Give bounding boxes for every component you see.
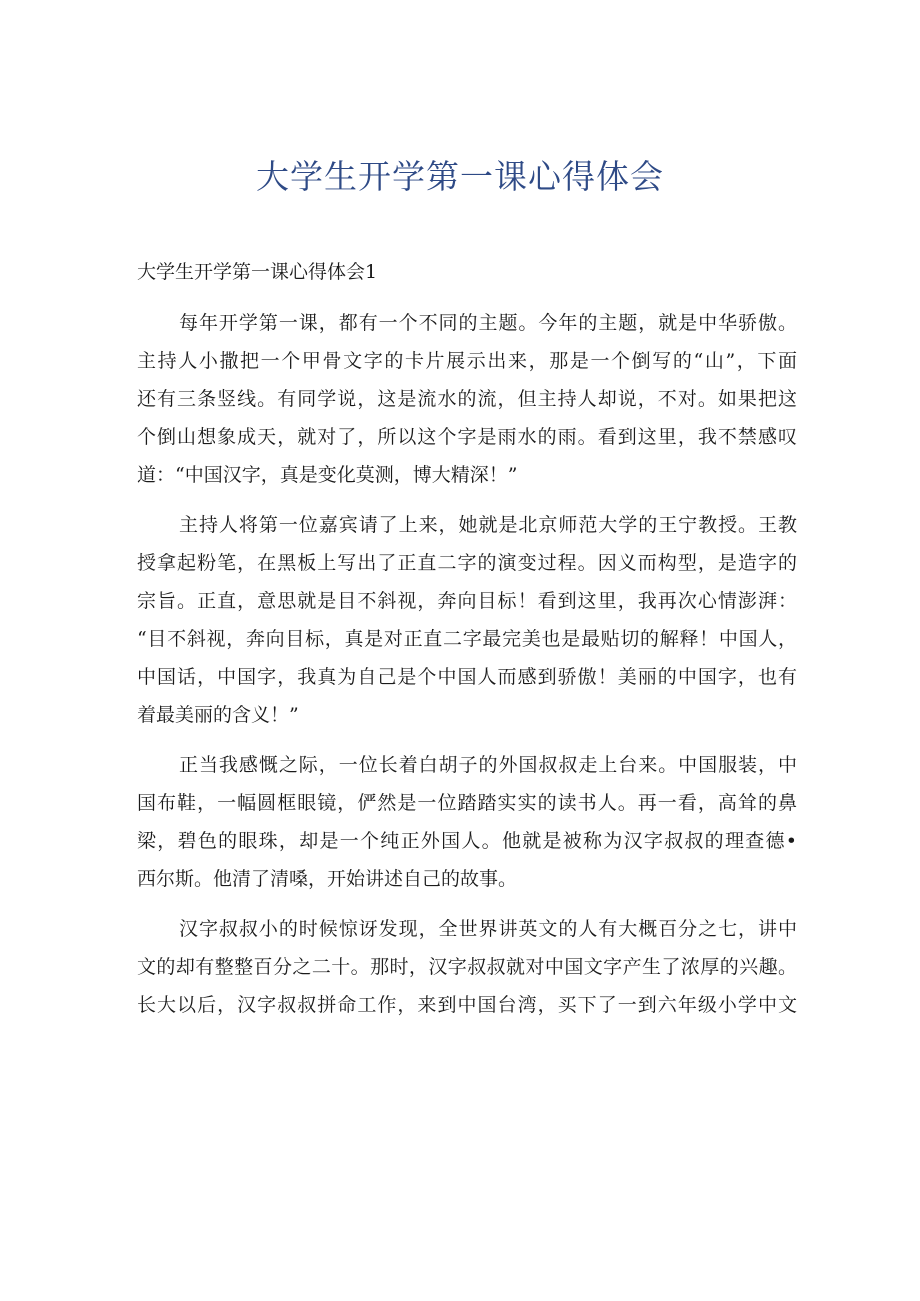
paragraph-2 [137,506,797,734]
section-heading: 大学生开学第一课心得体会1 [137,261,378,283]
document-title: 大学生开学第一课心得体会 [256,157,664,196]
paragraph-line: 长大以后，汉字叔叔拼命工作，来到中国台湾，买下了一到六年级小学中文 [137,994,797,1016]
paragraph-line: 梁，碧色的眼珠，却是一个纯正外国人。他就是被称为汉字叔叔的理查德• [137,830,797,852]
paragraph-4 [137,910,797,1024]
paragraph-3 [137,746,797,898]
paragraph-line: 每年开学第一课，都有一个不同的主题。今年的主题，就是中华骄傲。 [179,312,797,334]
paragraph-line: 道：“中国汉字，真是变化莫测，博大精深！” [137,464,518,486]
paragraph-line: 主持人将第一位嘉宾请了上来，她就是北京师范大学的王宁教授。王教 [179,514,797,536]
paragraph-line: 文的却有整整百分之二十。那时，汉字叔叔就对中国文字产生了浓厚的兴趣。 [137,956,797,978]
paragraph-line: 国布鞋，一幅圆框眼镜，俨然是一位踏踏实实的读书人。再一看，高耸的鼻 [137,792,797,814]
paragraph-line: 还有三条竖线。有同学说，这是流水的流，但主持人却说，不对。如果把这 [137,388,797,410]
paragraph-line: “目不斜视，奔向目标，真是对正直二字最完美也是最贴切的解释！中国人， [137,628,797,650]
paragraph-line: 宗旨。正直，意思就是目不斜视，奔向目标！看到这里，我再次心情澎湃： [137,590,797,612]
paragraph-line: 个倒山想象成天，就对了，所以这个字是雨水的雨。看到这里，我不禁感叹 [137,426,797,448]
paragraph-line: 主持人小撒把一个甲骨文字的卡片展示出来，那是一个倒写的“山”，下面 [137,350,797,372]
paragraph-line: 汉字叔叔小的时候惊讶发现，全世界讲英文的人有大概百分之七，讲中 [179,918,797,940]
paragraph-line: 授拿起粉笔，在黑板上写出了正直二字的演变过程。因义而构型，是造字的 [137,552,797,574]
paragraph-line: 着最美丽的含义！” [137,704,299,726]
paragraph-line: 中国话，中国字，我真为自己是个中国人而感到骄傲！美丽的中国字，也有 [137,666,797,688]
document-body [137,304,797,1024]
paragraph-line: 正当我感慨之际，一位长着白胡子的外国叔叔走上台来。中国服装，中 [179,754,797,776]
paragraph-1 [137,304,797,494]
paragraph-line: 西尔斯。他清了清嗓，开始讲述自己的故事。 [137,868,518,890]
